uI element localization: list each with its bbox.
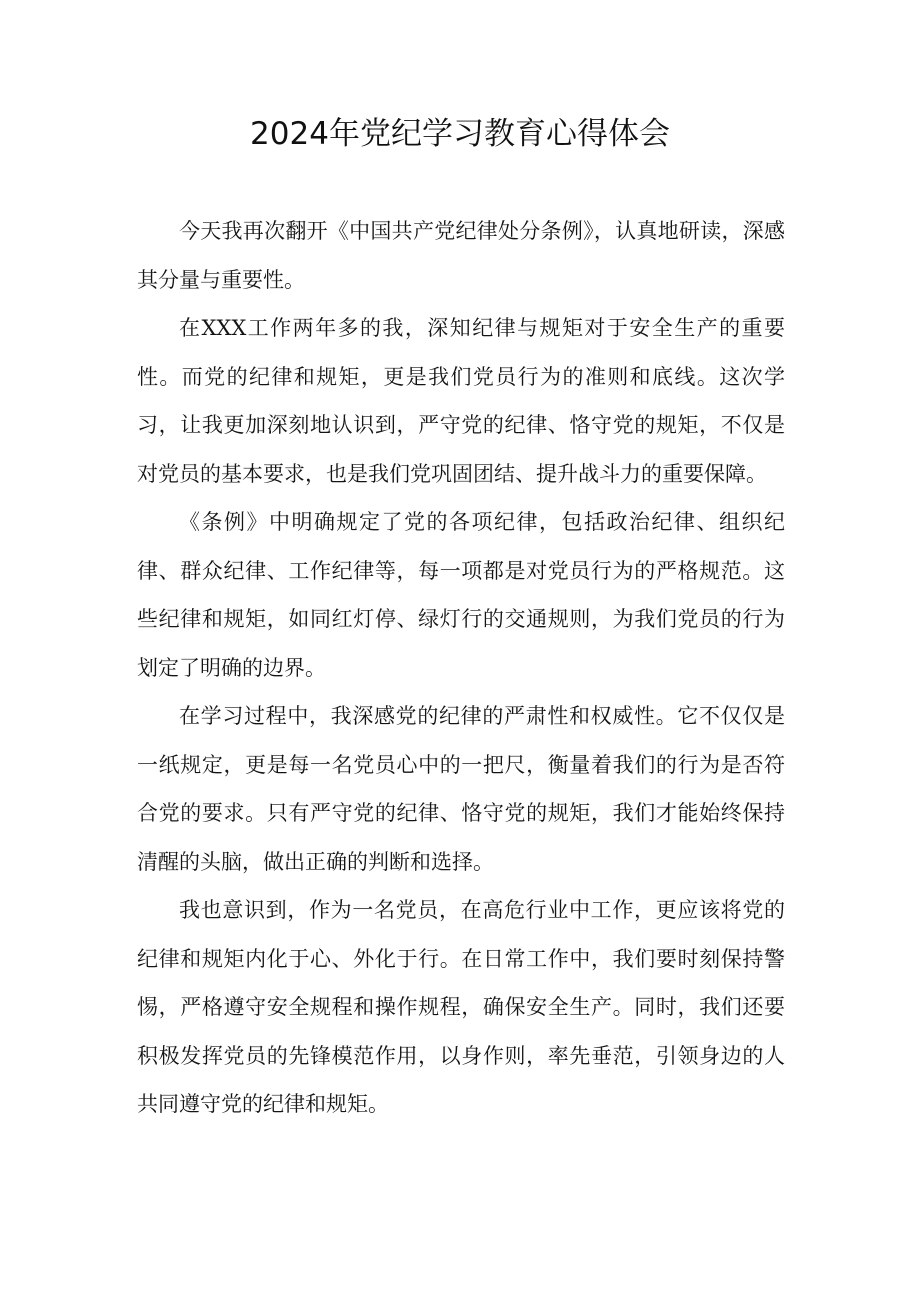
paragraph-4: 在学习过程中，我深感党的纪律的严肃性和权威性。它不仅仅是一纸规定，更是每一名党员心中的一把尺，衡量着我们的行为是否符合党的要求。只有严守党的纪律、恪守党的规矩，我们才能始终保持清醒的头脑，做出正确的判断和选择。 xyxy=(137,704,785,874)
document-body xyxy=(137,207,785,1129)
paragraph-1: 今天我再次翻开《中国共产党纪律处分条例》，认真地研读，深感其分量与重要性。 xyxy=(137,219,785,292)
document-title: 2024年党纪学习教育心得体会 xyxy=(250,116,670,152)
paragraph-2: 在XXX工作两年多的我，深知纪律与规矩对于安全生产的重要性。而党的纪律和规矩，更是我们党员行为的准则和底线。这次学习，让我更加深刻地认识到，严守党的纪律、恪守党的规矩，不仅是对党员的基本要求，也是我们党巩固团结、提升战斗力的重要保障。 xyxy=(137,316,785,486)
paragraph-5: 我也意识到，作为一名党员，在高危行业中工作，更应该将党的纪律和规矩内化于心、外化于行。在日常工作中，我们要时刻保持警惕，严格遵守安全规程和操作规程，确保安全生产。同时，我们还要积极发挥党员的先锋模范作用，以身作则，率先垂范，引领身边的人共同遵守党的纪律和规矩。 xyxy=(137,898,785,1116)
paragraph-3: 《条例》中明确规定了党的各项纪律，包括政治纪律、组织纪律、群众纪律、工作纪律等，每一项都是对党员行为的严格规范。这些纪律和规矩，如同红灯停、绿灯行的交通规则，为我们党员的行为划定了明确的边界。 xyxy=(137,510,785,680)
